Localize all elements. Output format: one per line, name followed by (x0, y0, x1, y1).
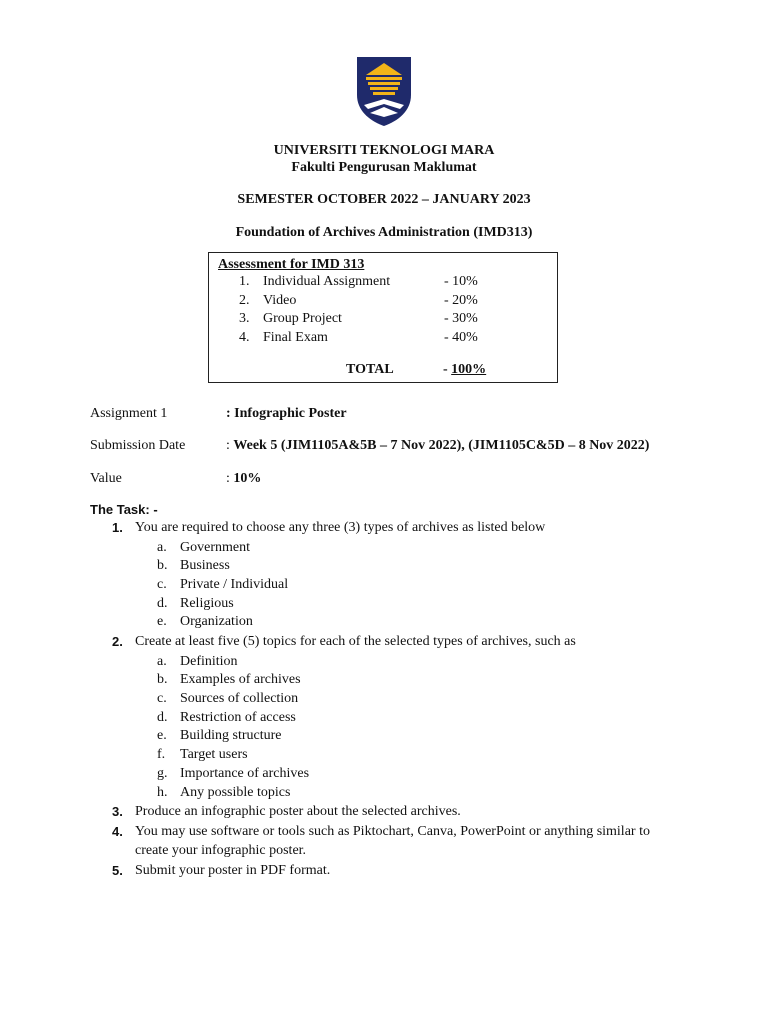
faculty-name: Fakulti Pengurusan Maklumat (291, 160, 477, 175)
subitem-text: Any possible topics (180, 785, 291, 800)
total-label: TOTAL (346, 362, 394, 377)
uitm-logo (354, 55, 414, 127)
subitem-letter: b. (157, 558, 168, 573)
subitem-letter: e. (157, 728, 167, 743)
info-value-text: Week 5 (JIM1105A&5B – 7 Nov 2022), (JIM1105C&5D – 8 Nov 2022) (233, 438, 650, 453)
subitem-letter: a. (157, 540, 167, 555)
assessment-num: 3. (239, 311, 250, 326)
subitem-text: Target users (180, 747, 248, 762)
assignment-label: Assignment 1 (90, 406, 168, 421)
value-value (226, 471, 261, 487)
submission-date-label: Submission Date (90, 438, 186, 453)
subitem-text: Business (180, 558, 230, 573)
subitem-text: Examples of archives (180, 672, 301, 687)
subitem-text: Religious (180, 596, 234, 611)
subitem-letter: a. (157, 654, 167, 669)
task-num: 4. (112, 824, 123, 839)
assessment-num: 4. (239, 330, 250, 345)
task-num: 2. (112, 634, 123, 649)
course-title: Foundation of Archives Administration (IMD313) (235, 225, 533, 240)
total-value (443, 362, 486, 378)
task-text: Create at least five (5) topics for each of the selected types of archives, such as (135, 634, 576, 649)
info-colon: : (226, 406, 235, 421)
assessment-pct: - 30% (444, 311, 478, 326)
info-value-text: Infographic Poster (234, 406, 347, 421)
task-num: 1. (112, 520, 123, 535)
assessment-name: Individual Assignment (263, 274, 391, 289)
assessment-title: Assessment for IMD 313 (218, 257, 365, 272)
task-text: Submit your poster in PDF format. (135, 863, 331, 878)
assessment-row (239, 274, 539, 292)
info-value-text: 10% (233, 471, 262, 486)
subitem-letter: e. (157, 614, 167, 629)
subitem-text: Building structure (180, 728, 282, 743)
task-num: 3. (112, 804, 123, 819)
assessment-row (239, 293, 539, 311)
assessment-row (239, 311, 539, 329)
subitem-text: Government (180, 540, 250, 555)
subitem-letter: b. (157, 672, 168, 687)
value-label: Value (90, 471, 122, 486)
assessment-box (208, 252, 558, 383)
task-text: You are required to choose any three (3) types of archives as listed below (135, 520, 546, 535)
subitem-letter: f. (157, 747, 166, 762)
subitem-letter: d. (157, 710, 168, 725)
assessment-pct: - 10% (444, 274, 478, 289)
subitem-letter: d. (157, 596, 168, 611)
assessment-name: Group Project (263, 311, 342, 326)
assignment-value (226, 406, 347, 422)
task-text: Produce an infographic poster about the selected archives. (135, 804, 461, 819)
assessment-num: 1. (239, 274, 250, 289)
subitem-text: Importance of archives (180, 766, 310, 781)
task-text: create your infographic poster. (135, 843, 307, 858)
total-percent: 100% (451, 362, 487, 377)
assessment-pct: - 40% (444, 330, 478, 345)
subitem-letter: h. (157, 785, 168, 800)
assessment-pct: - 20% (444, 293, 478, 308)
info-colon: : (226, 471, 234, 486)
task-heading: The Task: - (90, 502, 158, 517)
assessment-num: 2. (239, 293, 250, 308)
subitem-text: Organization (180, 614, 253, 629)
task-text: You may use software or tools such as Piktochart, Canva, PowerPoint or anything similar to (135, 824, 650, 839)
submission-date-value (226, 438, 649, 454)
subitem-text: Restriction of access (180, 710, 296, 725)
subitem-letter: g. (157, 766, 168, 781)
subitem-text: Private / Individual (180, 577, 289, 592)
task-num: 5. (112, 863, 123, 878)
subitem-text: Sources of collection (180, 691, 299, 706)
info-colon: : (226, 438, 234, 453)
subitem-text: Definition (180, 654, 238, 669)
assessment-name: Final Exam (263, 330, 328, 345)
assessment-row (239, 330, 539, 348)
assessment-name: Video (263, 293, 297, 308)
semester-title: SEMESTER OCTOBER 2022 – JANUARY 2023 (237, 192, 531, 207)
total-dash: - (443, 362, 452, 377)
subitem-letter: c. (157, 577, 167, 592)
subitem-letter: c. (157, 691, 167, 706)
university-name: UNIVERSITI TEKNOLOGI MARA (273, 143, 495, 158)
